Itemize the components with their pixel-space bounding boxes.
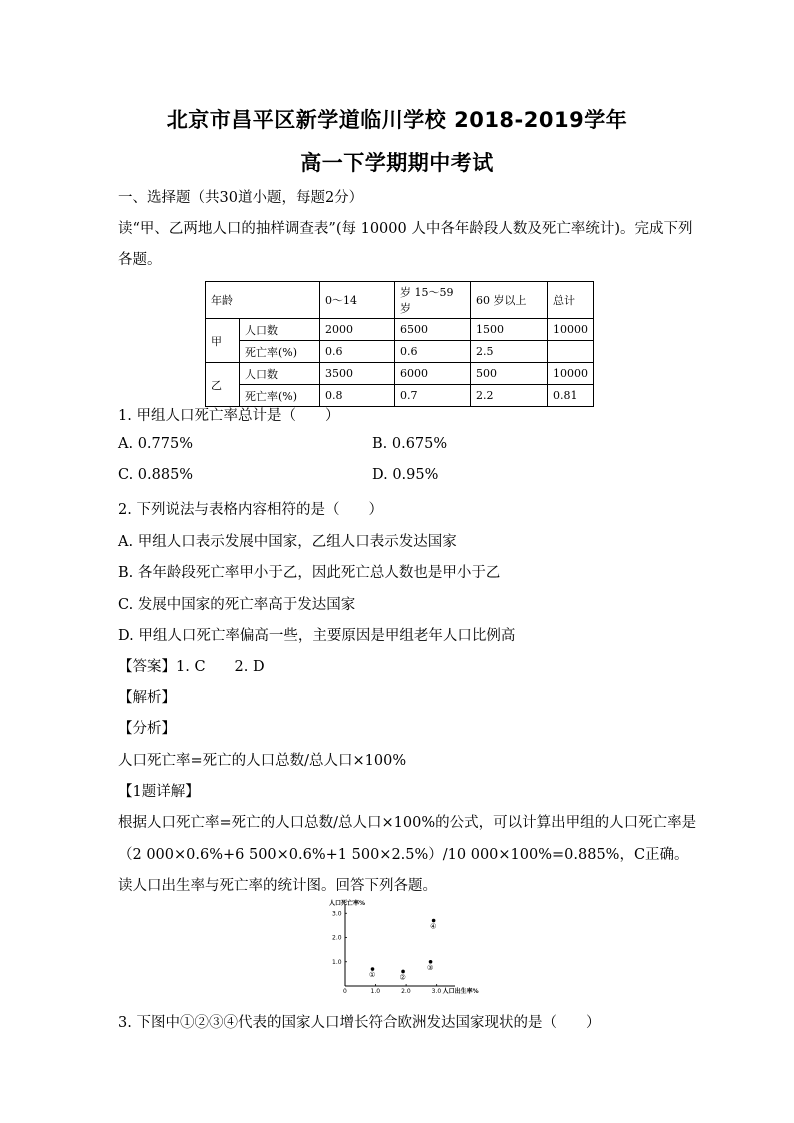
table-header-cell: 岁 15～59 岁 <box>395 282 471 319</box>
table-cell: 0.7 <box>395 385 471 407</box>
table-header-cell: 年龄 <box>206 282 320 319</box>
analysis-heading: 【解析】 <box>118 690 176 706</box>
data-point-label: ③ <box>427 963 434 972</box>
row-label-cell: 人口数 <box>240 319 320 341</box>
question-2-option-b: B. 各年龄段死亡率甲小于乙，因此死亡总人数也是甲小于乙 <box>118 565 501 581</box>
detail-heading: 【1题详解】 <box>118 784 200 800</box>
table-cell: 2000 <box>320 319 395 341</box>
group-label-cell: 乙 <box>206 363 240 407</box>
table-cell: 0.8 <box>320 385 395 407</box>
detail-text-line-1: 根据人口死亡率=死亡的人口总数/总人口×100%的公式，可以计算出甲组的人口死亡率是 <box>118 815 697 831</box>
question-2-option-d: D. 甲组人口死亡率偏高一些，主要原因是甲组老年人口比例高 <box>118 628 516 644</box>
chart-intro-text: 读人口出生率与死亡率的统计图。回答下列各题。 <box>118 878 437 894</box>
table-cell: 2.2 <box>471 385 548 407</box>
data-point-label: ① <box>369 971 376 980</box>
table-cell: 10000 <box>548 363 594 385</box>
origin-label: 0 <box>343 988 347 995</box>
question-1-option-a: A. 0.775% <box>118 436 193 452</box>
formula-text: 人口死亡率=死亡的人口总数/总人口×100% <box>118 753 407 769</box>
intro-text-line-1: 读“甲、乙两地人口的抽样调查表”(每 10000 人中各年龄段人数及死亡率统计)。完成下列 <box>118 221 693 237</box>
table-cell: 1500 <box>471 319 548 341</box>
analysis-subheading: 【分析】 <box>118 721 176 737</box>
row-label-cell: 死亡率(%) <box>240 385 320 407</box>
x-tick-label: 1.0 <box>370 988 381 995</box>
table-row <box>206 319 594 341</box>
birth-death-rate-scatter-chart <box>327 900 479 998</box>
table-header-cell: 0～14 <box>320 282 395 319</box>
table-cell: 6000 <box>395 363 471 385</box>
question-1-option-b: B. 0.675% <box>372 436 448 452</box>
table-cell: 500 <box>471 363 548 385</box>
detail-text-line-2: （2 000×0.6%+6 500×0.6%+1 500×2.5%）/10 000×100%=0.885%，C正确。 <box>118 847 689 863</box>
y-tick-label: 3.0 <box>332 910 342 918</box>
question-1-option-c: C. 0.885% <box>118 467 194 483</box>
document-title-line-1: 北京市昌平区新学道临川学校 2018-2019学年 <box>166 108 628 132</box>
table-cell: 0.6 <box>395 341 471 363</box>
data-point-label: ④ <box>430 922 437 931</box>
table-header-cell: 60 岁以上 <box>471 282 548 319</box>
document-title-line-2: 高一下学期期中考试 <box>300 151 494 175</box>
data-point-label: ② <box>399 973 406 982</box>
y-axis-label: 人口死亡率% <box>329 900 366 907</box>
x-axis-label: 人口出生率% <box>442 988 479 995</box>
question-1-stem: 1. 甲组人口死亡率总计是（ ） <box>118 408 340 424</box>
intro-text-line-2: 各题。 <box>118 252 162 268</box>
y-tick-label: 1.0 <box>332 958 342 966</box>
question-2-stem: 2. 下列说法与表格内容相符的是（ ） <box>118 502 383 518</box>
answer-line: 【答案】1. C 2. D <box>118 659 265 675</box>
population-survey-table <box>205 281 594 407</box>
question-2-option-c: C. 发展中国家的死亡率高于发达国家 <box>118 597 356 613</box>
table-row <box>206 341 594 363</box>
table-header-row <box>206 282 594 319</box>
group-label-cell: 甲 <box>206 319 240 363</box>
x-tick-label: 3.0 <box>431 988 442 995</box>
row-label-cell: 人口数 <box>240 363 320 385</box>
table-cell: 0.6 <box>320 341 395 363</box>
table-cell: 2.5 <box>471 341 548 363</box>
table-header-cell: 总计 <box>548 282 594 319</box>
question-3-stem: 3. 下图中①②③④代表的国家人口增长符合欧洲发达国家现状的是（ ） <box>118 1015 601 1031</box>
question-1-option-d: D. 0.95% <box>372 467 439 483</box>
table-cell <box>548 341 594 363</box>
y-tick-label: 2.0 <box>332 934 342 942</box>
table-cell: 0.81 <box>548 385 594 407</box>
section-heading: 一、选择题（共30道小题，每题2分） <box>118 190 364 206</box>
table-row <box>206 363 594 385</box>
table-cell: 6500 <box>395 319 471 341</box>
x-tick-label: 2.0 <box>401 988 411 995</box>
table-cell: 3500 <box>320 363 395 385</box>
question-2-option-a: A. 甲组人口表示发展中国家，乙组人口表示发达国家 <box>118 534 457 550</box>
table-cell: 10000 <box>548 319 594 341</box>
row-label-cell: 死亡率(%) <box>240 341 320 363</box>
